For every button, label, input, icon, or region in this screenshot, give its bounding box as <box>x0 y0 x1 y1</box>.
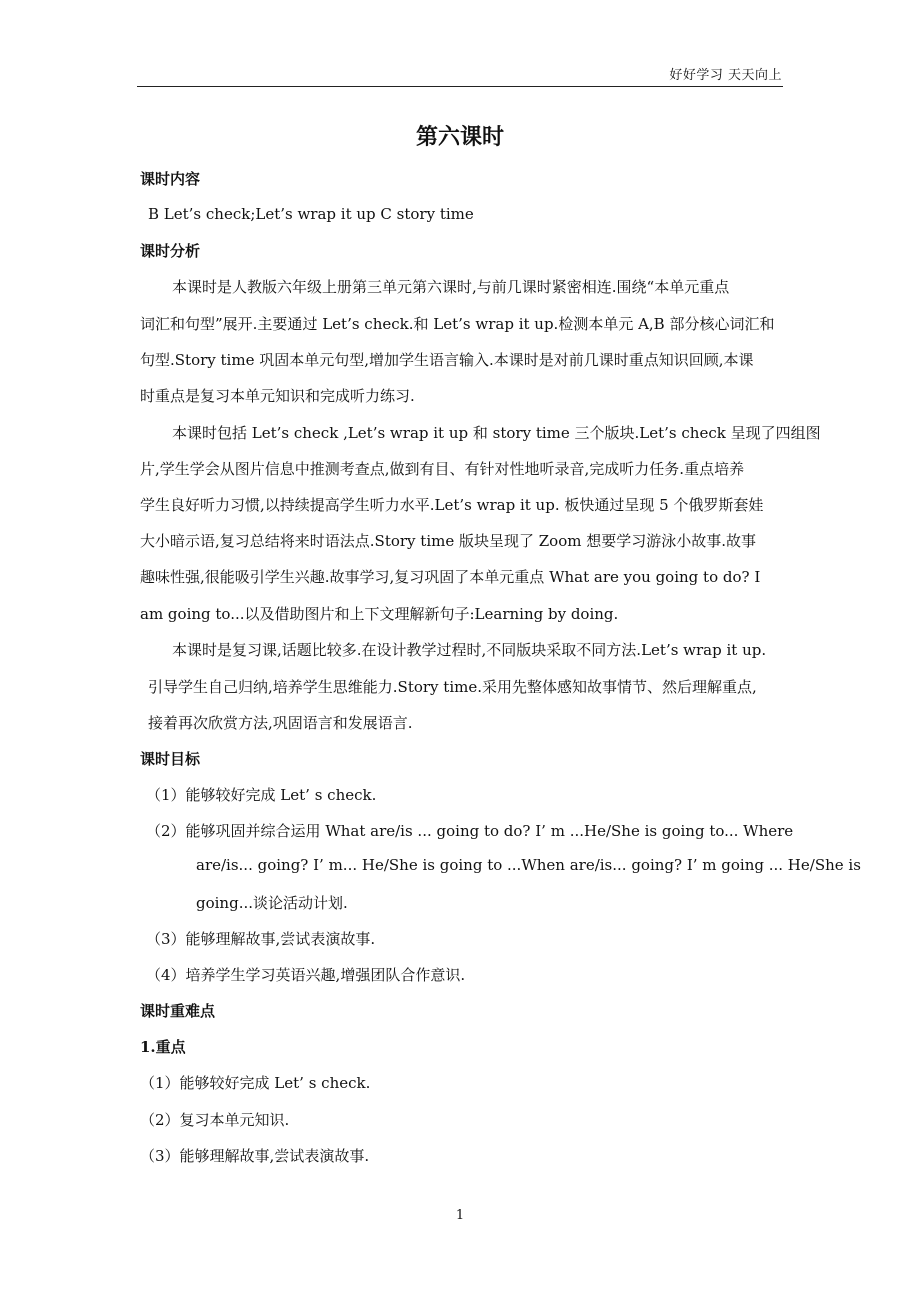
analysis-heading: 课时分析 <box>140 242 201 260</box>
header-motto: 好好学习 天天向上 <box>669 68 782 83</box>
key-item: （2）复习本单元知识. <box>140 1111 290 1129</box>
analysis-line: 片,学生学会从图片信息中推测考查点,做到有目、有针对性地听录音,完成听力任务.重点培养 <box>140 460 745 478</box>
analysis-line: 接着再次欣赏方法,巩固语言和发展语言. <box>148 714 413 732</box>
header-divider <box>137 86 783 87</box>
analysis-line: 大小暗示语,复习总结将来时语法点.Story time 版块呈现了 Zoom 想要学习游泳小故事.故事 <box>140 532 756 550</box>
analysis-line: 句型.Story time 巩固本单元句型,增加学生语言输入.本课时是对前几课时重点知识回顾,本课 <box>140 351 754 369</box>
analysis-line: 本课时是人教版六年级上册第三单元第六课时,与前几课时紧密相连.围绕“本单元重点 <box>172 278 730 296</box>
content-heading: 课时内容 <box>140 170 201 188</box>
analysis-line: 本课时包括 Let’s check ,Let’s wrap it up 和 story time 三个版块.Let’s check 呈现了四组图 <box>172 424 821 442</box>
page-number: 1 <box>455 1208 465 1223</box>
analysis-line: am going to...以及借助图片和上下文理解新句子:Learning by doing. <box>140 605 619 623</box>
goal-item: （2）能够巩固并综合运用 What are/is ... going to do? I’ m ...He/She is going to... Where <box>146 822 794 840</box>
key-heading: 课时重难点 <box>140 1002 216 1020</box>
goal-item: （3）能够理解故事,尝试表演故事. <box>146 930 376 948</box>
key-item: （3）能够理解故事,尝试表演故事. <box>140 1147 370 1165</box>
analysis-line: 时重点是复习本单元知识和完成听力练习. <box>140 387 415 405</box>
key-subheading: 1.重点 <box>140 1038 186 1056</box>
analysis-line: 趣味性强,很能吸引学生兴趣.故事学习,复习巩固了本单元重点 What are you going to do? I <box>140 568 761 586</box>
content-text: B Let’s check;Let’s wrap it up C story time <box>148 205 474 223</box>
analysis-line: 本课时是复习课,话题比较多.在设计教学过程时,不同版块采取不同方法.Let’s wrap it up. <box>172 641 767 659</box>
page-title: 第六课时 <box>415 124 504 150</box>
analysis-line: 词汇和句型”展开.主要通过 Let’s check.和 Let’s wrap it up.检测本单元 A,B 部分核心词汇和 <box>140 315 775 333</box>
goal-item: （1）能够较好完成 Let’ s check. <box>146 786 377 804</box>
analysis-line: 学生良好听力习惯,以持续提高学生听力水平.Let’s wrap it up. 板快通过呈现 5 个俄罗斯套娃 <box>140 496 764 514</box>
goal-item: going...谈论活动计划. <box>196 894 348 912</box>
key-item: （1）能够较好完成 Let’ s check. <box>140 1074 371 1092</box>
goals-heading: 课时目标 <box>140 750 201 768</box>
goal-item: （4）培养学生学习英语兴趣,增强团队合作意识. <box>146 966 466 984</box>
analysis-line: 引导学生自己归纳,培养学生思维能力.Story time.采用先整体感知故事情节、然后理解重点, <box>148 678 757 696</box>
goal-item: are/is... going? I’ m... He/She is going to ...When are/is... going? I’ m going ... He/She is <box>196 856 861 874</box>
